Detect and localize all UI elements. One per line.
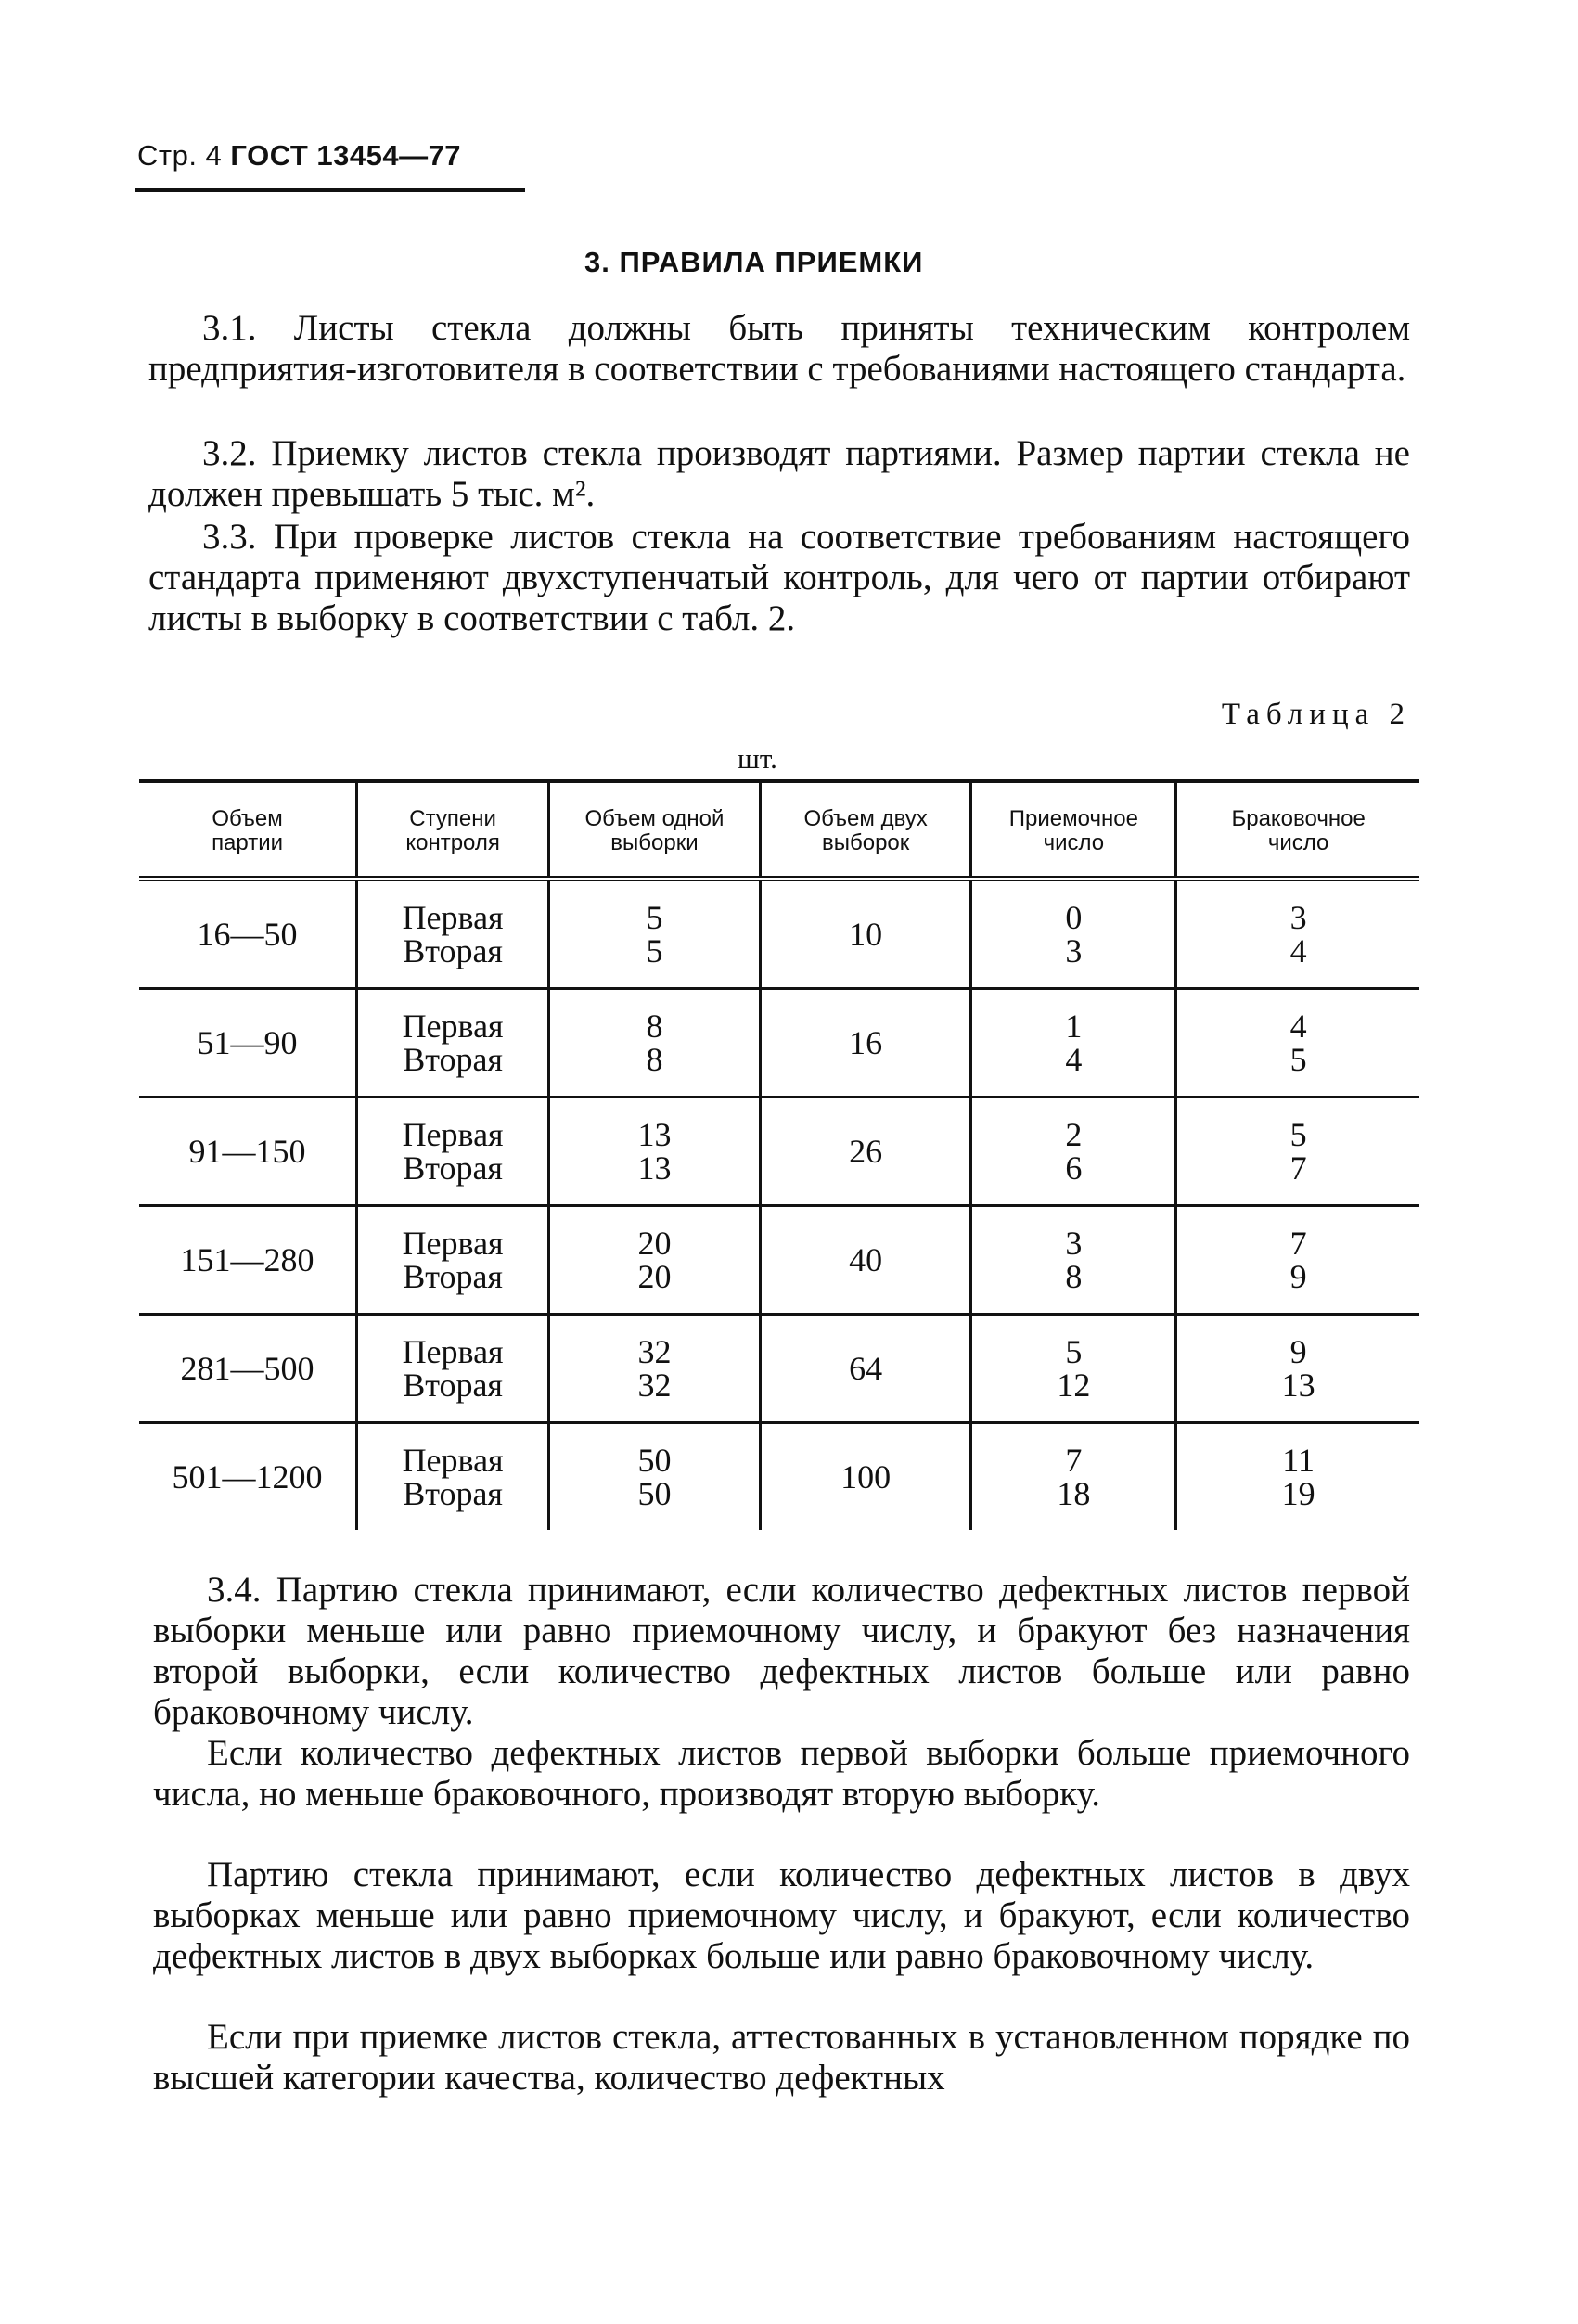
table-cell: 16—50 [197,916,298,953]
standard-code: ГОСТ 13454—77 [230,139,462,172]
table-cell: 2 6 [971,1098,1176,1206]
sampling-table [139,779,1419,1530]
table-cell: 91—150 [139,1098,357,1206]
paragraph-3-4-two-samples: Партию стекла принимают, если количество дефектных листов в двух выборках меньше или равно приемочному числу, и бракуют, если количество дефектных листов в двух выборках больше или равно браковочному числу. [153,1855,1410,1976]
table-row [139,989,1419,1098]
table-cell: 64 [760,1315,971,1423]
paragraph-3-4: 3.4. Партию стекла принимают, если количество дефектных листов первой выборки меньше или равно приемочному числу, и бракуют без назначения второй выборки, если количество дефектных листов больше или равно браковочному числу. [153,1570,1410,1732]
table-cell: 5 5 [549,879,761,989]
table-cell: Первая Вторая [357,989,549,1098]
page-header [137,139,461,173]
section-title: 3. ПРАВИЛА ПРИЕМКИ [584,246,924,278]
paragraph-3-4-highest-category: Если при приемке листов стекла, аттестованных в установленном порядке по высшей категории качества, количество дефектных [153,2017,1410,2098]
table-unit: шт. [738,742,777,775]
table-cell: 501—1200 [139,1423,357,1531]
table-cell: 20 20 [549,1206,761,1315]
column-header-two-samples-size: Объем двух выборок [760,781,971,879]
paragraph-3-2: 3.2. Приемку листов стекла производят партиями. Размер партии стекла не должен превышать 5 тыс. м². [148,433,1410,514]
table-cell: 51—90 [139,989,357,1098]
table-cell: 50 50 [549,1423,761,1531]
table-cell: Первая Вторая [357,1098,549,1206]
table-cell: 151—280 [139,1206,357,1315]
page-number: Стр. 4 [137,139,223,172]
table-cell: 5 7 [1176,1098,1419,1206]
table-cell: 5 12 [971,1315,1176,1423]
table-cell: 281—500 [139,1315,357,1423]
table-cell: Первая Вторая [357,879,549,989]
table-cell: 10 [760,879,971,989]
table-cell: 8 8 [549,989,761,1098]
table-cell: 3 4 [1176,879,1419,989]
table-cell: 11 19 [1176,1423,1419,1531]
table-cell: 16 [760,989,971,1098]
table-cell: 40 [760,1206,971,1315]
table-row [139,1098,1419,1206]
table-cell: Первая Вторая [357,1423,549,1531]
table-caption: Таблица 2 [1221,698,1411,731]
paragraph-3-4-second-sample: Если количество дефектных листов первой выборки больше приемочного числа, но меньше браковочного, производят вторую выборку. [153,1733,1410,1814]
table-header-row [139,781,1419,879]
table-row [139,1423,1419,1531]
table-row [139,1206,1419,1315]
table-cell: 9 13 [1176,1315,1419,1423]
table-row [139,1315,1419,1423]
table-cell: 26 [760,1098,971,1206]
table-2 [139,779,1419,1530]
table-cell: Первая Вторая [357,1315,549,1423]
column-header-single-sample-size: Объем одной выборки [549,781,761,879]
table-cell: 32 32 [549,1315,761,1423]
column-header-control-stage: Ступени контроля [357,781,549,879]
column-header-lot-size: Объем партии [139,781,357,879]
table-cell: 13 13 [549,1098,761,1206]
table-row [139,879,1419,989]
table-cell: 100 [760,1423,971,1531]
table-cell: 0 3 [971,879,1176,989]
table-cell: 3 8 [971,1206,1176,1315]
table-cell: 7 18 [971,1423,1176,1531]
table-cell: 4 5 [1176,989,1419,1098]
paragraph-3-3: 3.3. При проверке листов стекла на соответствие требованиям настоящего стандарта применяют двухступенчатый контроль, для чего от партии отбирают листы в выборку в соответствии с табл. 2. [148,517,1410,638]
table-cell: Первая Вторая [357,1206,549,1315]
table-cell: 1 4 [971,989,1176,1098]
header-rule [135,188,525,192]
column-header-rejection-number: Браковочное число [1176,781,1419,879]
paragraph-3-1: 3.1. Листы стекла должны быть приняты техническим контролем предприятия-изготовителя в соответствии с требованиями настоящего стандарта. [148,308,1410,389]
table-cell: 7 9 [1176,1206,1419,1315]
column-header-acceptance-number: Приемочное число [971,781,1176,879]
